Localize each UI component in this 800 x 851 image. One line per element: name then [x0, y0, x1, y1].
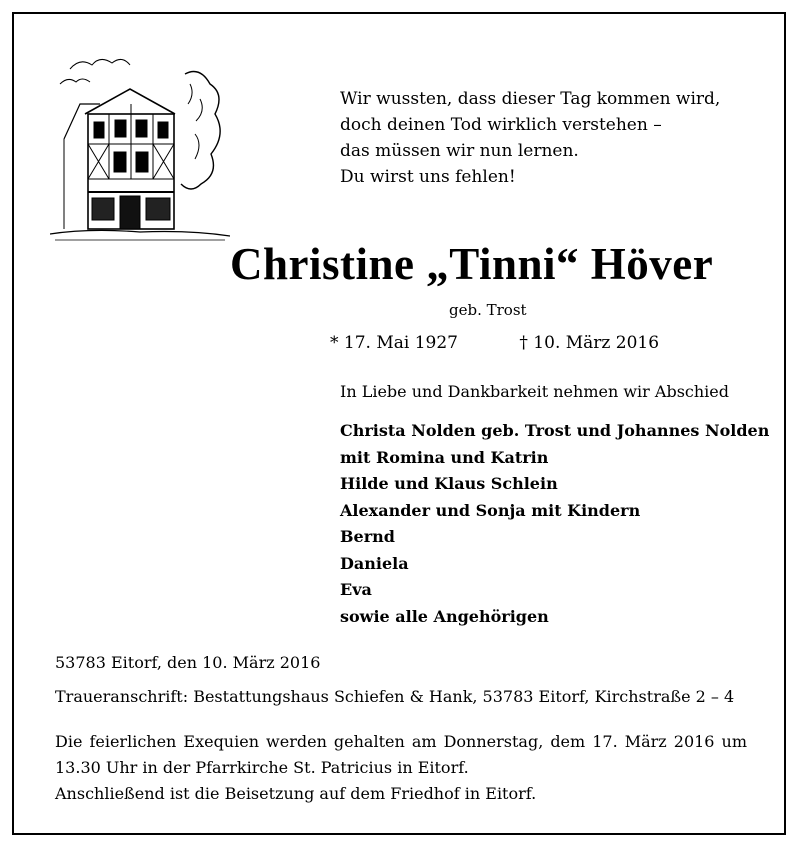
mourner-line: Hilde und Klaus Schlein — [340, 474, 558, 493]
service-line: 13.30 Uhr in der Pfarrkirche St. Patricius in Eitorf. — [55, 758, 469, 777]
mourners-list — [340, 418, 769, 630]
maiden-name: geb. Trost — [449, 301, 527, 319]
service-line: Die feierlichen Exequien werden gehalten am Donnerstag, dem 17. März 2016 um — [55, 732, 747, 751]
death-date: † 10. März 2016 — [519, 333, 660, 353]
mourner-line: Alexander und Sonja mit Kindern — [340, 500, 641, 520]
mourner-line: Christa Nolden geb. Trost und Johannes Nolden — [340, 421, 770, 440]
house-sketch-illustration — [50, 44, 230, 244]
deceased-name: Christine „Tinni“ Höver — [230, 239, 714, 289]
service-info — [55, 729, 747, 807]
poem-line: doch deinen Tod wirklich verstehen – — [340, 115, 662, 135]
place-and-date: 53783 Eitorf, den 10. März 2016 — [55, 653, 321, 672]
mourner-line: sowie alle Angehörigen — [340, 606, 549, 626]
mourner-line: Eva — [340, 580, 372, 599]
poem-line: Wir wussten, dass dieser Tag kommen wird, — [340, 89, 721, 109]
poem-line: das müssen wir nun lernen. — [340, 141, 579, 161]
farewell-text: In Liebe und Dankbarkeit nehmen wir Abschied — [340, 382, 730, 401]
life-dates — [330, 333, 659, 353]
service-line: Anschließend ist die Beisetzung auf dem Friedhof in Eitorf. — [55, 784, 537, 803]
mourning-address: Traueranschrift: Bestattungshaus Schiefen & Hank, 53783 Eitorf, Kirchstraße 2 – 4 — [55, 687, 735, 706]
poem-line: Du wirst uns fehlen! — [340, 167, 516, 187]
memorial-poem — [340, 86, 720, 190]
mourner-line: Daniela — [340, 553, 409, 573]
mourner-line: mit Romina und Katrin — [340, 447, 549, 467]
mourner-line: Bernd — [340, 527, 395, 546]
birth-date: * 17. Mai 1927 — [330, 333, 458, 353]
